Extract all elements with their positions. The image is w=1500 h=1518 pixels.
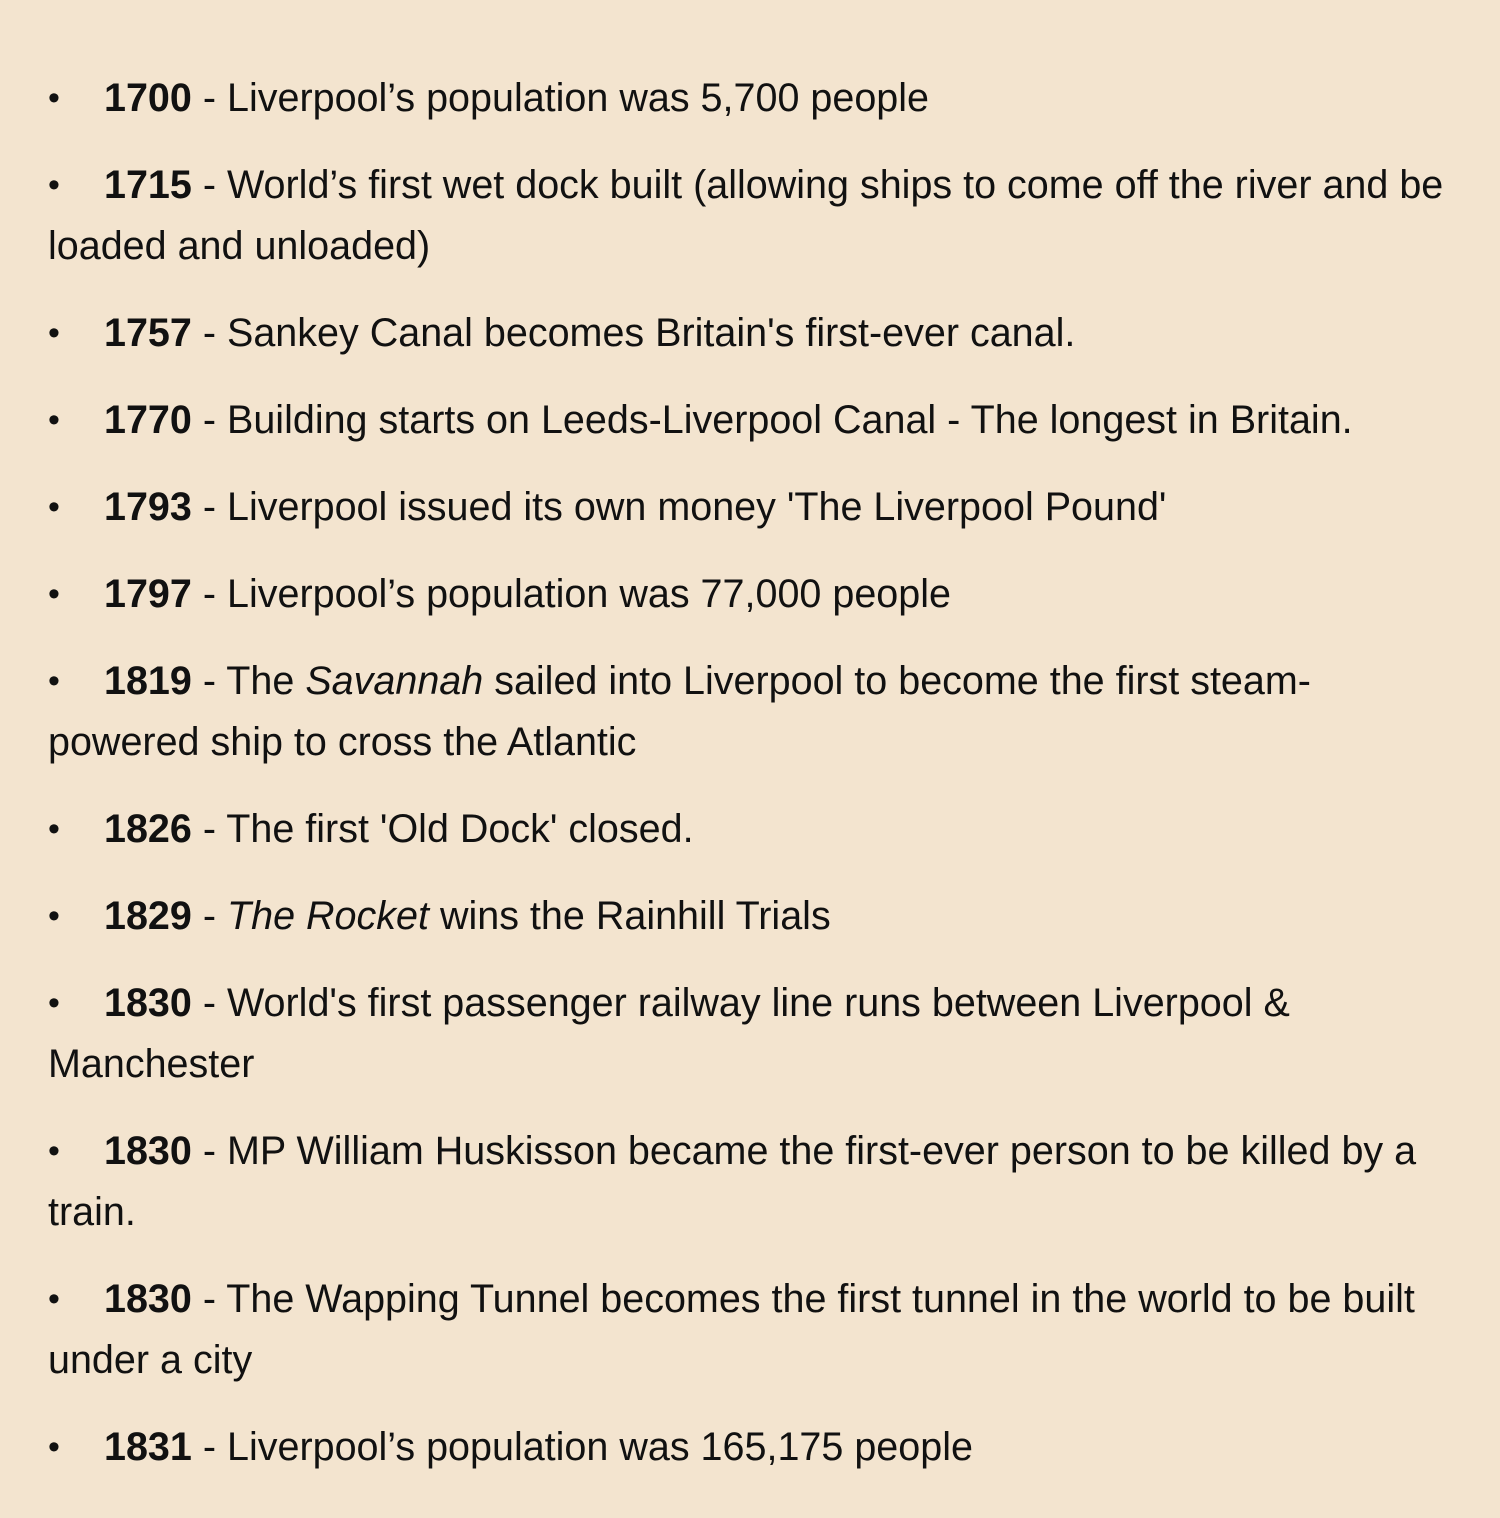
event-year: 1830 — [104, 1277, 192, 1321]
locomotive-name: The Rocket — [226, 894, 429, 938]
event-year: 1757 — [104, 311, 192, 355]
bullet-icon: • — [48, 984, 60, 1022]
event-separator: - — [191, 807, 227, 851]
event-separator: - — [191, 163, 227, 207]
bullet-icon: • — [48, 488, 60, 526]
event-year: 1829 — [104, 894, 192, 938]
timeline-item-1830-huskisson — [48, 1121, 1452, 1243]
event-year: 1793 — [104, 485, 192, 529]
timeline-item-1770-leeds-liverpool-canal — [48, 390, 1452, 451]
timeline-item-1757-sankey-canal — [48, 303, 1452, 364]
bullet-icon: • — [48, 166, 60, 204]
event-description: Sankey Canal becomes Britain's first-ever canal. — [226, 311, 1076, 355]
timeline-item-1831-population — [48, 1417, 1452, 1478]
event-year: 1826 — [104, 807, 192, 851]
event-year: 1715 — [104, 163, 192, 207]
event-year: 1831 — [104, 1425, 192, 1469]
event-year: 1700 — [104, 76, 192, 120]
event-separator: - — [191, 398, 227, 442]
timeline-item-1819-savannah — [48, 651, 1452, 773]
event-separator: - — [191, 1129, 227, 1173]
bullet-icon: • — [48, 79, 60, 117]
event-description: Liverpool’s population was 5,700 people — [226, 76, 929, 120]
event-year: 1830 — [104, 1129, 192, 1173]
event-separator: - — [191, 981, 227, 1025]
event-separator: - — [191, 311, 227, 355]
event-year: 1830 — [104, 981, 192, 1025]
event-description: The first 'Old Dock' closed. — [226, 807, 694, 851]
timeline-item-1830-wapping-tunnel — [48, 1269, 1452, 1391]
event-description: Building starts on Leeds-Liverpool Canal - The longest in Britain. — [226, 398, 1353, 442]
event-description: Liverpool’s population was 77,000 people — [226, 572, 951, 616]
event-separator: - — [191, 76, 227, 120]
event-description-suffix: wins the Rainhill Trials — [428, 894, 831, 938]
bullet-icon: • — [48, 314, 60, 352]
bullet-icon: • — [48, 810, 60, 848]
timeline-item-1797-population — [48, 564, 1452, 625]
event-year: 1770 — [104, 398, 192, 442]
event-description: Liverpool issued its own money 'The Liverpool Pound' — [226, 485, 1167, 529]
timeline-item-1830-passenger-railway — [48, 973, 1452, 1095]
timeline-item-1700-population — [48, 68, 1452, 129]
event-separator: - — [191, 894, 227, 938]
timeline-item-1829-rocket — [48, 886, 1452, 947]
bullet-icon: • — [48, 662, 60, 700]
bullet-icon: • — [48, 1428, 60, 1466]
ship-name: Savannah — [305, 659, 484, 703]
event-description: The Wapping Tunnel becomes the first tunnel in the world to be built under a city — [48, 1277, 1415, 1382]
timeline-item-1793-liverpool-pound — [48, 477, 1452, 538]
timeline-item-1715-wet-dock — [48, 155, 1452, 277]
event-description: Liverpool’s population was 165,175 people — [226, 1425, 973, 1469]
bullet-icon: • — [48, 1280, 60, 1318]
event-separator: - — [191, 485, 227, 529]
event-separator: - — [191, 1277, 227, 1321]
bullet-icon: • — [48, 401, 60, 439]
event-description: World’s first wet dock built (allowing ships to come off the river and be loaded and unloaded) — [48, 163, 1444, 268]
event-separator: - — [191, 659, 227, 703]
event-separator: - — [191, 1425, 227, 1469]
event-description: World's first passenger railway line runs between Liverpool & Manchester — [48, 981, 1290, 1086]
bullet-icon: • — [48, 1132, 60, 1170]
bullet-icon: • — [48, 575, 60, 613]
event-year: 1819 — [104, 659, 192, 703]
event-description: MP William Huskisson became the first-ever person to be killed by a train. — [48, 1129, 1417, 1234]
event-year: 1797 — [104, 572, 192, 616]
event-separator: - — [191, 572, 227, 616]
timeline-item-1826-old-dock — [48, 799, 1452, 860]
bullet-icon: • — [48, 897, 60, 935]
event-description-suffix: sailed into Liverpool to become the first steam-powered ship to cross the Atlantic — [48, 659, 1311, 764]
event-description-prefix: The — [226, 659, 306, 703]
